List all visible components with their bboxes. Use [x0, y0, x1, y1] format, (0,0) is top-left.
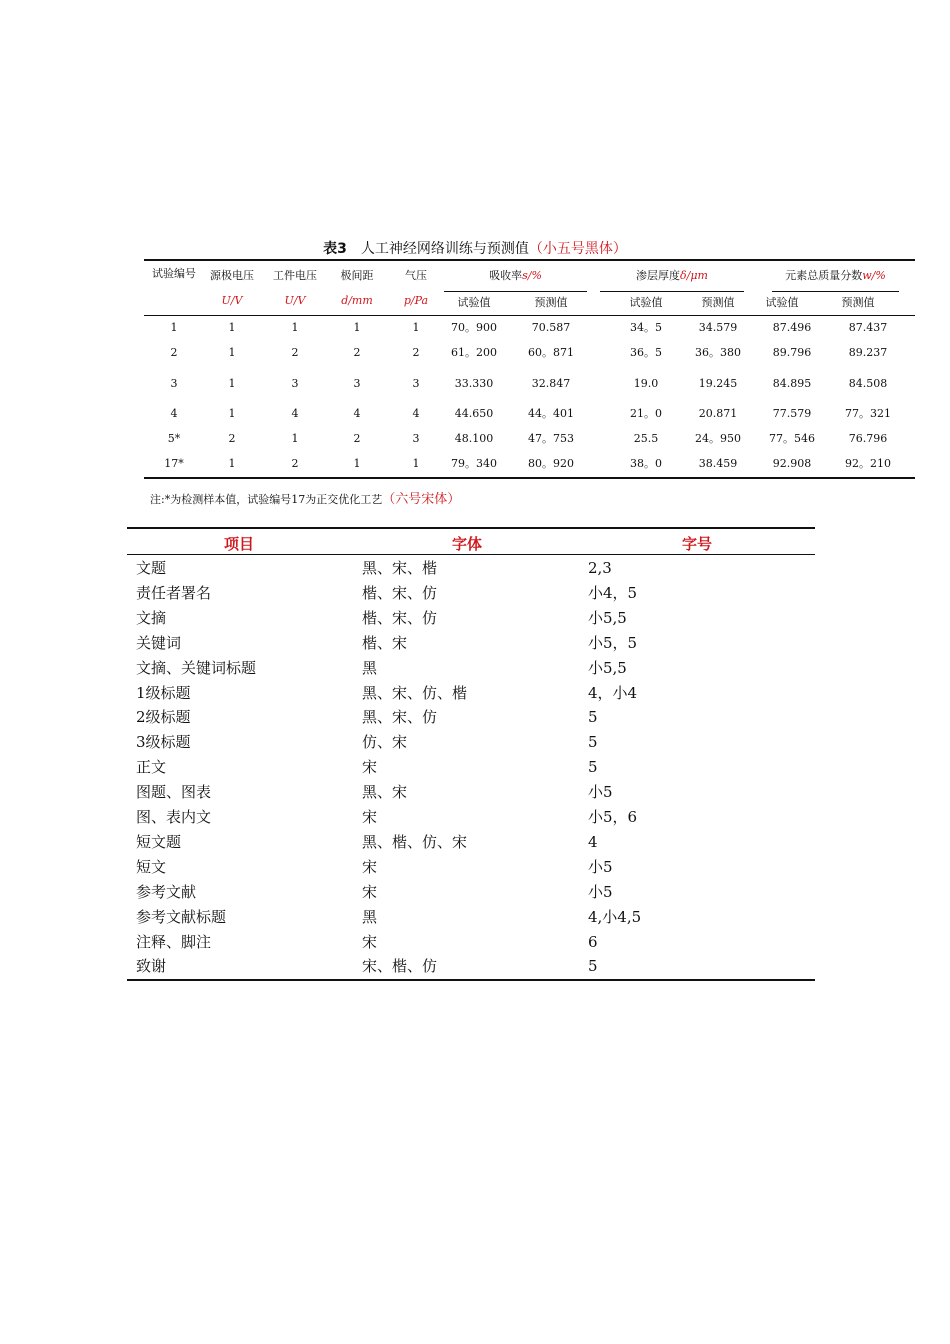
spec-size: 4，小4: [588, 683, 638, 702]
table3-cell-gap: 4: [353, 407, 361, 420]
table3-header-rule: [144, 315, 915, 316]
spec-row: [127, 755, 815, 780]
spec-row: [127, 830, 815, 855]
spec-item: 注释、脚注: [136, 932, 212, 951]
spec-size: 小5: [588, 783, 613, 802]
spec-row: [127, 805, 815, 830]
spec-size: 小5，6: [588, 808, 638, 826]
spec-row: [127, 905, 815, 930]
table3-cell-press: 1: [412, 321, 420, 334]
header-id: 试验编号: [152, 267, 196, 280]
spec-row: [127, 631, 815, 656]
table3-note-font: （六号宋体）: [382, 492, 461, 507]
spec-item: 文摘: [136, 608, 167, 627]
table3-cell-elem-pred: 89.237: [848, 346, 888, 359]
spec-font: 黑: [362, 658, 378, 677]
table3-note: [150, 488, 460, 507]
table3-cell-id: 3: [170, 377, 178, 390]
spec-size: 小5: [588, 882, 613, 901]
table3-cell-press: 4: [412, 407, 420, 420]
spec-size: 小5，5: [588, 633, 638, 652]
spec-font: 黑、楷、仿、宋: [362, 832, 468, 851]
spec-font: 楷、宋: [362, 633, 408, 652]
header-work: 工件电压: [273, 269, 317, 282]
table3-cell-press: 1: [412, 457, 420, 470]
header-absorb-pred: 预测值: [534, 296, 568, 309]
table3-cell-anode: 1: [228, 346, 236, 359]
spec-row: [127, 681, 815, 706]
table3-cell-depth-pred: 38.459: [698, 457, 738, 470]
header-elem-label: 元素总质量分数: [785, 269, 863, 282]
spec-font: 黑、宋、楷: [362, 559, 438, 577]
table3: [144, 259, 915, 507]
elem-subrule: [772, 291, 899, 292]
table3-cell-absorb-pred: 44。401: [528, 407, 574, 420]
spec-font: 楷、宋、仿: [362, 583, 438, 602]
spec-item: 3级标题: [136, 733, 191, 752]
table3-cell-elem-pred: 77。321: [845, 407, 891, 420]
header-anode-unit: U/V: [221, 294, 243, 307]
table3-cell-absorb-test: 48.100: [454, 432, 494, 445]
spec-font: 宋: [362, 857, 378, 876]
header-absorb: [444, 269, 587, 282]
table3-cell-anode: 2: [228, 432, 236, 445]
table3-cell-elem-pred: 92。210: [845, 457, 891, 470]
header-press: 气压: [405, 269, 427, 282]
spec-row: [127, 855, 815, 880]
spec-row: [127, 556, 815, 581]
table3-cell-id: 4: [170, 407, 178, 420]
table3-cell-id: 1: [170, 321, 178, 334]
spec-font: 黑、宋、仿: [362, 708, 438, 727]
header-gap: 极间距: [340, 269, 374, 282]
table3-cell-absorb-pred: 70.587: [531, 321, 571, 334]
spec-font: 仿、宋: [362, 733, 408, 752]
table3-cell-work: 2: [291, 346, 299, 359]
table3-cell-gap: 1: [353, 457, 361, 470]
table3-cell-work: 4: [291, 407, 299, 420]
depth-subrule: [600, 291, 744, 292]
spec-size: 小4，5: [588, 583, 638, 602]
table3-cell-gap: 2: [353, 346, 361, 359]
table3-note-text: 注:*为检测样本值，试验编号17为正交优化工艺: [150, 493, 383, 506]
header-elem: [772, 269, 899, 282]
spec-row: [127, 581, 815, 606]
table3-cell-elem-test: 92.908: [772, 457, 812, 470]
spec-font: 宋: [362, 758, 378, 777]
header-work-unit: U/V: [284, 294, 306, 307]
table3-caption-title: 人工神经网络训练与预测值: [360, 241, 529, 257]
spec-size: 2,3: [588, 559, 612, 577]
header-press-unit: p/Pa: [403, 294, 429, 307]
spec-size: 5: [588, 758, 598, 777]
spec-row: [127, 780, 815, 805]
header-elem-pred: 预测值: [841, 296, 875, 309]
spec-item: 关键词: [136, 633, 182, 652]
spec-size: 4,小4,5: [588, 907, 642, 926]
table3-cell-elem-test: 84.895: [772, 377, 812, 390]
spec-item: 参考文献标题: [136, 907, 227, 926]
spec-row: [127, 930, 815, 955]
spec-item: 2级标题: [136, 708, 191, 727]
table3-cell-absorb-pred: 47。753: [528, 432, 574, 445]
table3-cell-elem-test: 77。546: [769, 432, 815, 445]
spec-row: [127, 880, 815, 905]
table3-bottom-rule: [144, 477, 915, 479]
spec-item: 参考文献: [136, 882, 197, 901]
spec-size: 6: [588, 932, 598, 951]
spec-item: 文摘、关键词标题: [136, 658, 257, 677]
spec-header-rule: [127, 554, 815, 555]
spec-item: 短文题: [136, 832, 182, 851]
spec-font: 楷、宋、仿: [362, 608, 438, 627]
header-depth-label: 渗层厚度: [636, 269, 681, 282]
spec-row: [127, 705, 815, 730]
table3-cell-depth-test: 38。0: [630, 457, 662, 470]
spec-font: 黑、宋: [362, 783, 408, 802]
header-depth-test: 试验值: [629, 296, 663, 309]
table3-cell-anode: 1: [228, 457, 236, 470]
header-elem-test: 试验值: [765, 296, 799, 309]
table3-cell-elem-pred: 76.796: [848, 432, 888, 445]
table3-cell-elem-test: 87.496: [772, 321, 812, 334]
spec-font: 宋: [362, 808, 378, 826]
spec-top-rule: [127, 527, 815, 529]
header-depth-unit: δ/μm: [680, 269, 708, 282]
spec-row: [127, 954, 815, 979]
table3-caption-number: 表3: [323, 241, 347, 257]
spec-header-item: 项目: [223, 535, 254, 553]
table3-cell-absorb-test: 61。200: [451, 346, 497, 359]
header-absorb-test: 试验值: [457, 296, 491, 309]
table3-cell-anode: 1: [228, 377, 236, 390]
table3-top-rule: [144, 259, 915, 261]
spec-item: 短文: [136, 857, 167, 876]
table3-cell-depth-pred: 34.579: [698, 321, 738, 334]
table3-cell-anode: 1: [228, 407, 236, 420]
spec-font: 黑: [362, 907, 378, 926]
table3-cell-depth-test: 25.5: [633, 432, 659, 445]
table3-cell-depth-test: 19.0: [633, 377, 659, 390]
header-gap-unit: d/mm: [341, 294, 373, 307]
spec-size: 5: [588, 733, 598, 752]
table3-cell-elem-pred: 87.437: [848, 321, 888, 334]
table3-cell-depth-pred: 36。380: [695, 346, 741, 359]
table3-cell-work: 3: [291, 377, 299, 390]
spec-item: 致谢: [136, 957, 167, 976]
spec-font: 黑、宋、仿、楷: [362, 683, 468, 702]
spec-row: [127, 730, 815, 755]
table3-cell-depth-pred: 24。950: [695, 432, 741, 445]
spec-size: 5: [588, 708, 598, 727]
table3-cell-absorb-test: 44.650: [454, 407, 494, 420]
table3-caption-font-note: （小五号黑体）: [528, 241, 627, 257]
table3-cell-gap: 1: [353, 321, 361, 334]
header-absorb-unit: s/%: [522, 269, 542, 282]
table3-cell-elem-test: 89.796: [772, 346, 812, 359]
table3-cell-work: 1: [291, 432, 299, 445]
header-anode: 源极电压: [210, 269, 254, 282]
table3-cell-anode: 1: [228, 321, 236, 334]
table3-cell-id: 5*: [167, 432, 181, 445]
spec-size: 4: [588, 832, 598, 851]
table3-cell-depth-test: 34。5: [630, 321, 662, 334]
table3-cell-depth-test: 36。5: [630, 346, 662, 359]
spec-item: 图题、图表: [136, 783, 212, 802]
spec-size: 小5,5: [588, 608, 627, 627]
header-depth-pred: 预测值: [701, 296, 735, 309]
spec-header-size: 字号: [681, 535, 712, 553]
table3-cell-depth-pred: 20.871: [698, 407, 738, 420]
absorb-subrule: [444, 291, 587, 292]
header-absorb-label: 吸收率: [489, 269, 523, 282]
spec-item: 1级标题: [136, 683, 191, 702]
table3-cell-depth-pred: 19.245: [698, 377, 738, 390]
table3-cell-gap: 3: [353, 377, 361, 390]
table3-cell-depth-test: 21。0: [630, 407, 662, 420]
spec-size: 5: [588, 957, 598, 976]
table3-cell-absorb-test: 70。900: [451, 321, 497, 334]
spec-row: [127, 606, 815, 631]
table3-caption: [0, 238, 950, 258]
table3-cell-press: 2: [412, 346, 420, 359]
table3-cell-press: 3: [412, 432, 420, 445]
header-elem-unit: w/%: [862, 269, 886, 282]
font-spec-table: [127, 527, 815, 982]
spec-item: 正文: [136, 758, 167, 777]
table3-cell-id: 2: [170, 346, 178, 359]
spec-size: 小5,5: [588, 658, 627, 677]
table3-cell-absorb-pred: 60。871: [528, 346, 574, 359]
table3-cell-elem-test: 77.579: [772, 407, 812, 420]
table3-cell-id: 17*: [164, 457, 184, 470]
table3-cell-work: 2: [291, 457, 299, 470]
spec-font: 宋: [362, 932, 378, 951]
table3-cell-press: 3: [412, 377, 420, 390]
table3-cell-absorb-test: 33.330: [454, 377, 494, 390]
spec-item: 图、表内文: [136, 808, 212, 826]
table3-cell-gap: 2: [353, 432, 361, 445]
table3-cell-absorb-pred: 80。920: [528, 457, 574, 470]
spec-row: [127, 656, 815, 681]
table3-cell-elem-pred: 84.508: [848, 377, 888, 390]
table3-cell-absorb-test: 79。340: [451, 457, 497, 470]
header-depth: [600, 269, 744, 282]
spec-item: 文题: [136, 559, 167, 577]
spec-font: 宋: [362, 882, 378, 901]
table3-cell-absorb-pred: 32.847: [531, 377, 571, 390]
spec-header-font: 字体: [451, 535, 482, 553]
spec-font: 宋、楷、仿: [362, 957, 438, 976]
table3-cell-work: 1: [291, 321, 299, 334]
spec-size: 小5: [588, 857, 613, 876]
spec-item: 责任者署名: [136, 583, 212, 602]
